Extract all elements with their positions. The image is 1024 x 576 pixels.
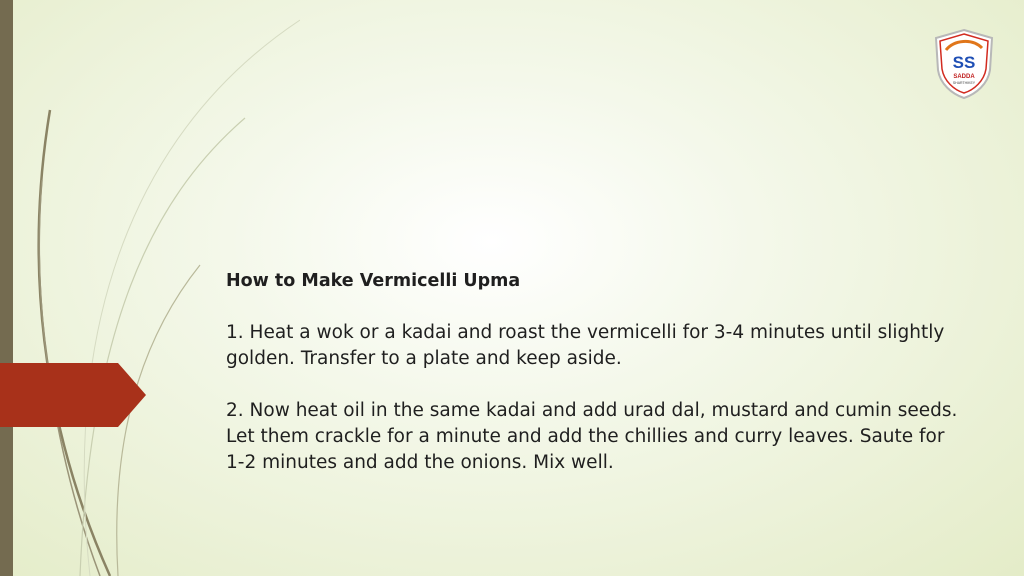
recipe-step-1: 1. Heat a wok or a kadai and roast the vermicelli for 3-4 minutes until slightly golden. Transfer to a plate and keep aside. (226, 322, 945, 369)
svg-text:SHARTHIKEY: SHARTHIKEY (952, 81, 976, 85)
svg-text:SS: SS (952, 53, 976, 72)
accent-arrow-tab (0, 363, 146, 427)
recipe-step-2: 2. Now heat oil in the same kadai and add urad dal, mustard and cumin seeds. Let them crackle for a minute and add the chillies and curry leaves. Saute for 1-2 minutes and add the onions. Mix well. (226, 400, 958, 473)
svg-text:SADDA: SADDA (953, 74, 975, 80)
recipe-title: How to Make Vermicelli Upma (226, 271, 521, 291)
sadda-logo-icon (932, 28, 996, 100)
recipe-content (226, 268, 966, 502)
